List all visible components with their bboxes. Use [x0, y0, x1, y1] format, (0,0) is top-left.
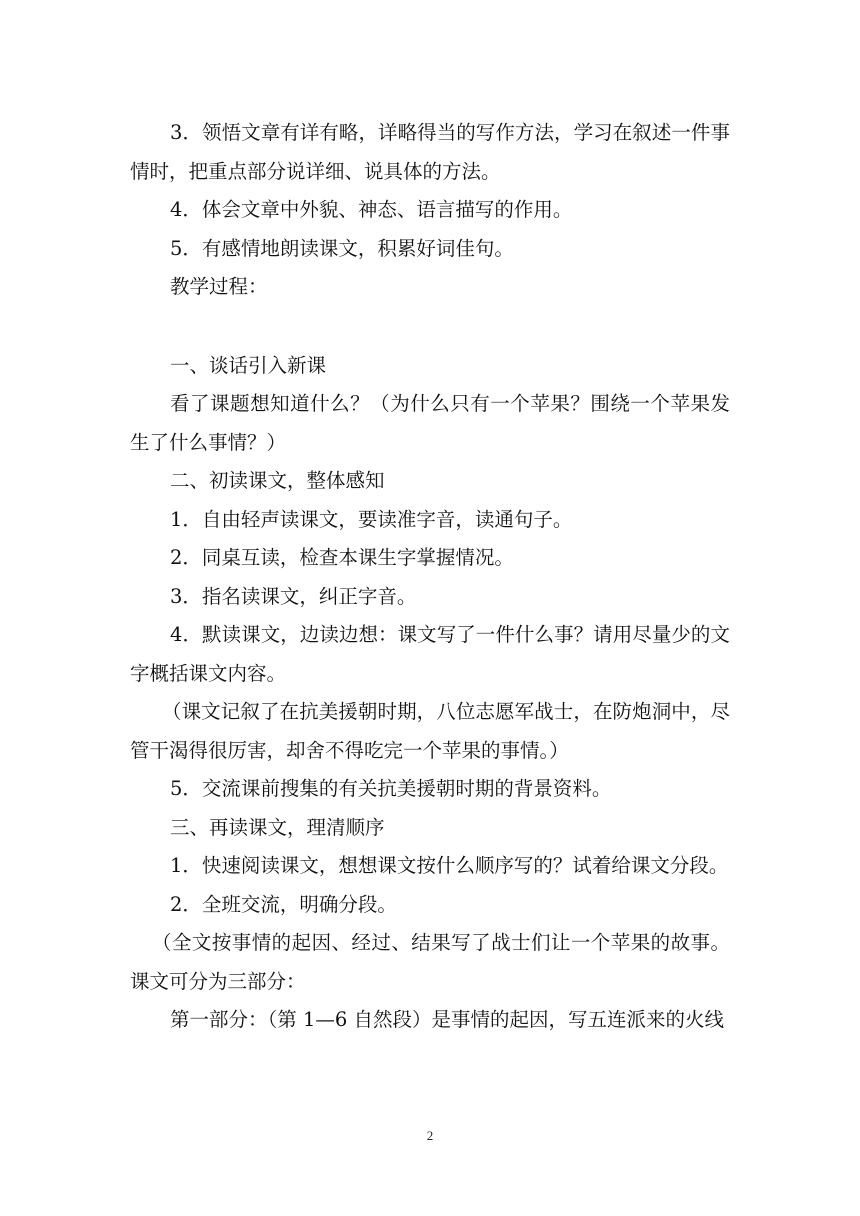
paragraph-gap: [130, 307, 730, 347]
section-3-step-1: 1．快速阅读课文，想想课文按什么顺序写的？试着给课文分段。: [170, 854, 729, 877]
document-body: [130, 114, 730, 1040]
section-3-step-2: 2．全班交流，明确分段。: [170, 892, 397, 916]
section-1-question: 看了课题想知道什么？（为什么只有一个苹果？围绕一个苹果发生了什么事情？）: [130, 392, 730, 454]
objective-3: 3．领悟文章有详有略，详略得当的写作方法，学习在叙述一件事情时，把重点部分说详细、说具体的方法。: [130, 121, 730, 183]
section-2-step-4: 4．默读课文，边读边想：课文写了一件什么事？请用尽量少的文字概括课文内容。: [130, 623, 730, 685]
section-3-heading: 三、再读课文，理清顺序: [170, 815, 385, 839]
section-1-heading: 一、谈话引入新课: [170, 353, 327, 377]
section-2-step-3: 3．指名读课文，纠正字音。: [170, 584, 417, 608]
section-3-part-1: 第一部分：（第 1—6 自然段）是事情的起因，写五连派来的火线: [170, 1008, 724, 1031]
objective-4: 4．体会文章中外貌、神态、语言描写的作用。: [170, 198, 573, 221]
section-2-heading: 二、初读课文，整体感知: [170, 469, 385, 492]
section-2-step-1: 1．自由轻声读课文，要读准字音，读通句子。: [170, 507, 573, 531]
section-2-summary: （课文记叙了在抗美援朝时期，八位志愿军战士，在防炮洞中，尽管干渴得很厉害，却舍不得吃完一个苹果的事情。）: [130, 700, 730, 762]
section-2-step-2: 2．同桌互读，检查本课生字掌握情况。: [170, 546, 514, 569]
objective-5: 5．有感情地朗读课文，积累好词佳句。: [170, 236, 514, 260]
section-3-explanation: （全文按事情的起因、经过、结果写了战士们让一个苹果的故事。课文可分为三部分：: [130, 931, 730, 993]
section-2-step-5: 5．交流课前搜集的有关抗美援朝时期的背景资料。: [170, 777, 612, 800]
teaching-process-heading: 教学过程：: [170, 275, 268, 298]
page-number: 2: [426, 1128, 434, 1143]
